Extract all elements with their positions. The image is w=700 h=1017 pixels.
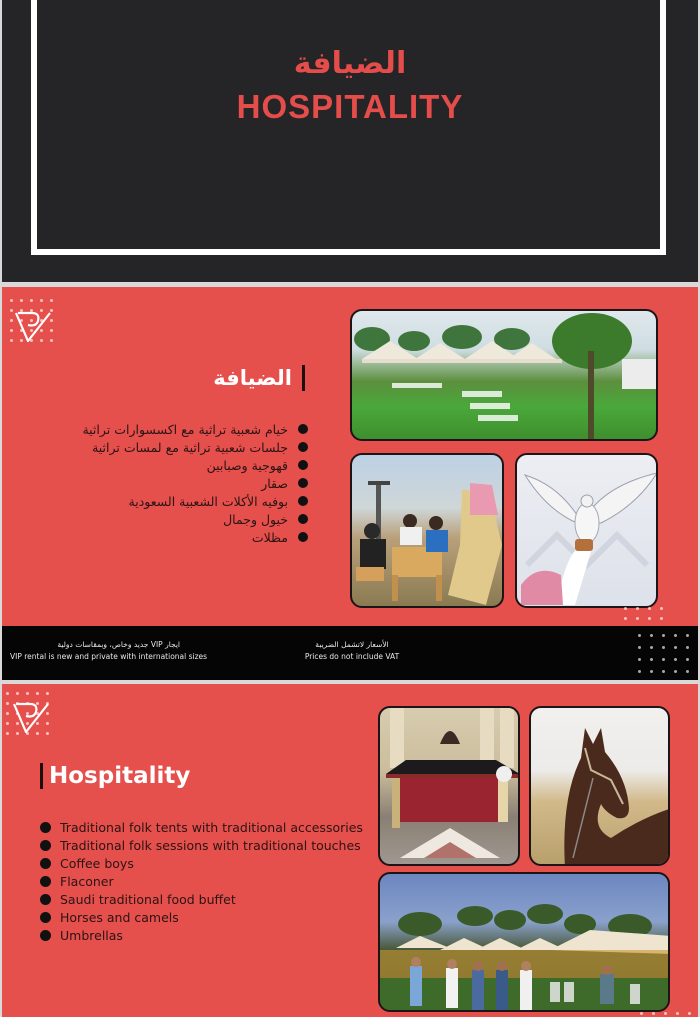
english-slide [2, 684, 698, 1017]
heading-accent-bar [302, 365, 305, 391]
evening-event-photo [378, 872, 670, 1012]
horse-illustration [531, 708, 670, 866]
cover-frame [31, 0, 666, 255]
bullet-icon [40, 858, 51, 869]
list-item-text: بوفيه الأكلات الشعبية السعودية [128, 493, 288, 509]
bullet-icon [298, 532, 308, 542]
bullet-icon [40, 840, 51, 851]
bullet-icon [298, 460, 308, 470]
garden-tents-photo [350, 309, 658, 441]
vat-note-arabic: الأسعار لاتشمل الضريبة [315, 640, 389, 649]
cover-slide [2, 0, 698, 282]
cover-title-english: HOSPITALITY [236, 88, 464, 125]
dot-grid-decoration [638, 634, 698, 682]
list-item-text: Traditional folk tents with traditional accessories [60, 819, 363, 835]
horse-photo [529, 706, 670, 866]
list-item [40, 854, 363, 872]
vip-rental-note [10, 639, 207, 663]
bullet-icon [298, 478, 308, 488]
list-item-text: خيام شعبية تراثية مع اكسسوارات تراثية [82, 421, 288, 437]
list-item-text: جلسات شعبية تراثية مع لمسات تراثية [92, 439, 288, 455]
majlis-tent-illustration [380, 708, 520, 866]
bullet-icon [40, 876, 51, 887]
list-item [40, 890, 363, 908]
list-item [82, 456, 308, 474]
arabic-heading-text: الضيافة [213, 366, 292, 390]
list-item-text: Traditional folk sessions with traditional touches [60, 837, 361, 853]
garden-tents-illustration [352, 311, 658, 441]
bullet-icon [298, 514, 308, 524]
list-item [82, 420, 308, 438]
list-item [40, 926, 363, 944]
arabic-heading [213, 365, 305, 391]
list-item [82, 438, 308, 456]
majlis-tent-photo [378, 706, 520, 866]
bullet-icon [298, 424, 308, 434]
list-item-text: قهوجية وصبابين [206, 457, 288, 473]
vip-rental-english: VIP rental is new and private with international sizes [10, 652, 208, 661]
dot-grid-decoration [640, 1012, 700, 1017]
list-item-text: Flaconer [60, 873, 114, 889]
cover-title-arabic: الضيافة [293, 46, 407, 81]
bullet-icon [298, 496, 308, 506]
bullet-icon [40, 894, 51, 905]
dot-grid-decoration [624, 607, 672, 627]
list-item-text: Horses and camels [60, 909, 179, 925]
list-item [40, 836, 363, 854]
list-item [82, 474, 308, 492]
arabic-services-list [82, 420, 308, 546]
list-item-text: Saudi traditional food buffet [60, 891, 236, 907]
list-item [40, 818, 363, 836]
footer-bar [2, 626, 698, 680]
list-item [82, 528, 308, 546]
falcon-illustration [517, 455, 658, 608]
outdoor-seating-illustration [352, 455, 504, 608]
english-heading [40, 763, 190, 789]
bullet-icon [40, 930, 51, 941]
list-item [82, 510, 308, 528]
list-item-text: Coffee boys [60, 855, 134, 871]
brand-logo-icon [8, 694, 54, 740]
bullet-icon [40, 822, 51, 833]
falcon-photo [515, 453, 658, 608]
english-heading-text: Hospitality [49, 763, 191, 789]
bullet-icon [40, 912, 51, 923]
list-item [82, 492, 308, 510]
list-item-text: مظلات [251, 529, 288, 545]
bullet-icon [298, 442, 308, 452]
list-item [40, 872, 363, 890]
arabic-slide [2, 287, 698, 626]
list-item [40, 908, 363, 926]
brand-logo-icon [10, 303, 56, 349]
english-services-list [40, 818, 363, 944]
list-item-text: خيول وجمال [223, 511, 288, 527]
vat-note [302, 639, 402, 663]
vat-note-english: Prices do not include VAT [304, 652, 400, 661]
heading-accent-bar [40, 763, 43, 789]
outdoor-seating-photo [350, 453, 504, 608]
list-item-text: صقار [261, 475, 288, 491]
vip-rental-arabic: ايجار VIP جديد وخاص، وبمقاسات دولية [57, 640, 180, 649]
list-item-text: Umbrellas [60, 927, 123, 943]
evening-event-illustration [380, 874, 670, 1012]
